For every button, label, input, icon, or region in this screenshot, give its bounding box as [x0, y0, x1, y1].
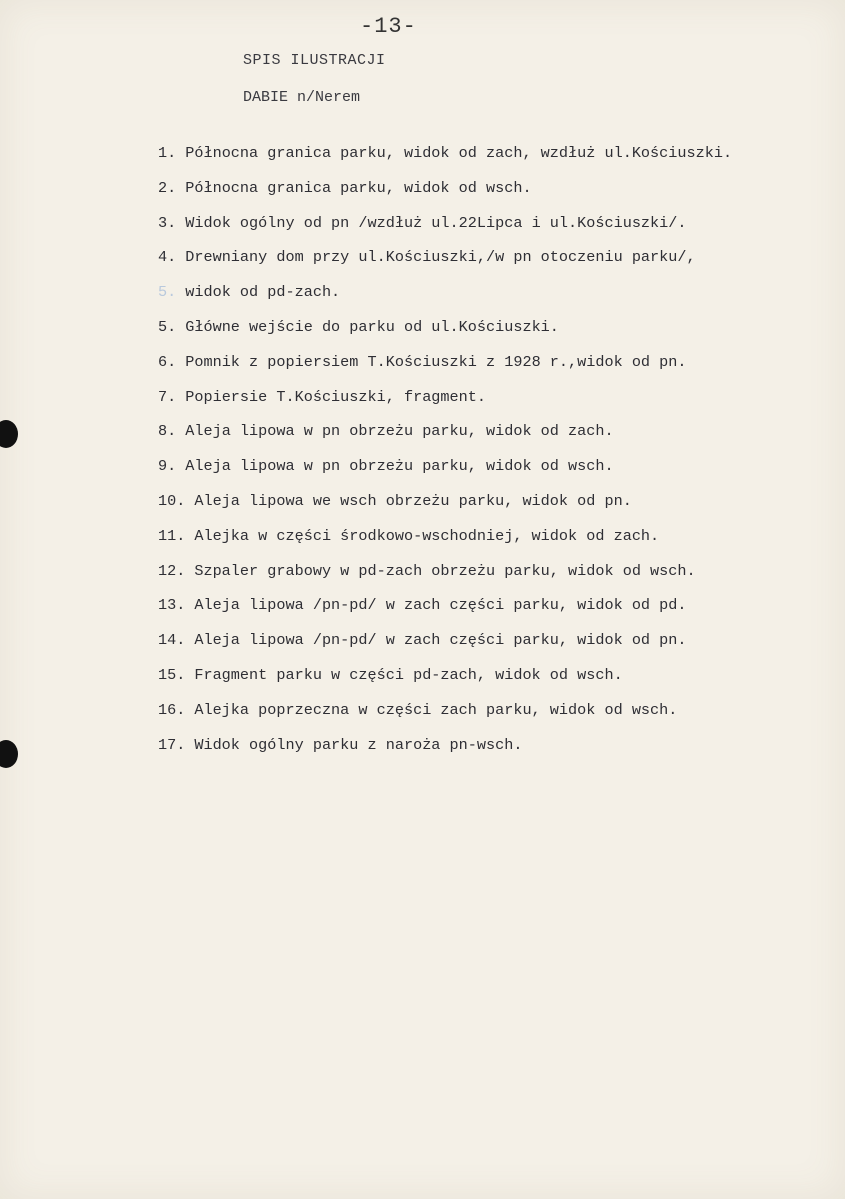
item-number: 14. [158, 631, 186, 650]
item-number: 15. [158, 665, 186, 684]
list-item [158, 420, 828, 455]
item-text: Alejka poprzeczna w części zach parku, widok od wsch. [194, 700, 678, 719]
item-text: Widok ogólny parku z naroża pn-wsch. [194, 735, 523, 754]
punch-hole [0, 420, 18, 448]
item-text: Aleja lipowa /pn-pd/ w zach części parku, widok od pd. [194, 596, 687, 615]
list-item [158, 594, 828, 629]
item-number: 1. [158, 144, 177, 162]
item-text: Północna granica parku, widok od wsch. [185, 178, 532, 197]
list-item [158, 177, 828, 212]
item-number: 3. [158, 213, 177, 232]
item-text: Aleja lipowa w pn obrzeżu parku, widok od wsch. [185, 457, 614, 476]
item-number: 16. [158, 700, 186, 719]
list-item [158, 281, 828, 316]
item-number: 5. [158, 317, 177, 336]
item-number: 10. [158, 491, 186, 510]
item-number: 11. [158, 526, 186, 545]
item-number: 9. [158, 457, 177, 476]
list-item [158, 212, 828, 247]
list-item [158, 560, 828, 595]
list-item [158, 246, 828, 281]
item-text: Aleja lipowa we wsch obrzeżu parku, widok od pn. [194, 491, 632, 510]
item-text: Główne wejście do parku od ul.Kościuszki. [185, 317, 559, 336]
list-item [158, 142, 828, 177]
page-number: -13- [360, 14, 417, 39]
list-item [158, 525, 828, 560]
item-number: 17. [158, 735, 186, 754]
item-text: Aleja lipowa w pn obrzeżu parku, widok od zach. [185, 422, 614, 441]
item-number: 6. [158, 352, 177, 371]
item-number: 7. [158, 387, 177, 406]
item-number: 13. [158, 596, 186, 615]
illustration-list [158, 142, 828, 768]
item-text: Północna granica parku, widok od zach, wzdłuż ul.Kościuszki. [185, 144, 733, 162]
list-item [158, 734, 828, 769]
item-number: 5. [158, 283, 177, 302]
document-subtitle: DABIE n/Nerem [243, 89, 361, 106]
item-text: Aleja lipowa /pn-pd/ w zach części parku, widok od pn. [194, 631, 687, 650]
punch-hole [0, 740, 18, 768]
item-number: 4. [158, 248, 177, 267]
list-item [158, 316, 828, 351]
item-number: 12. [158, 561, 186, 580]
item-text: Drewniany dom przy ul.Kościuszki,/w pn otoczeniu parku/, [185, 248, 696, 267]
list-item [158, 629, 828, 664]
list-item [158, 386, 828, 421]
item-text: Widok ogólny od pn /wzdłuż ul.22Lipca i ul.Kościuszki/. [185, 213, 687, 232]
list-item [158, 455, 828, 490]
list-item [158, 490, 828, 525]
document-title: SPIS ILUSTRACJI [243, 52, 386, 69]
item-text: widok od pd-zach. [185, 283, 341, 302]
item-number: 8. [158, 422, 177, 441]
item-text: Pomnik z popiersiem T.Kościuszki z 1928 r.,widok od pn. [185, 352, 687, 371]
item-text: Alejka w części środkowo-wschodniej, widok od zach. [194, 526, 660, 545]
item-text: Fragment parku w części pd-zach, widok od wsch. [194, 665, 623, 684]
list-item [158, 664, 828, 699]
list-item [158, 351, 828, 386]
item-text: Szpaler grabowy w pd-zach obrzeżu parku, widok od wsch. [194, 561, 696, 580]
list-item [158, 699, 828, 734]
item-text: Popiersie T.Kościuszki, fragment. [185, 387, 486, 406]
item-number: 2. [158, 178, 177, 197]
